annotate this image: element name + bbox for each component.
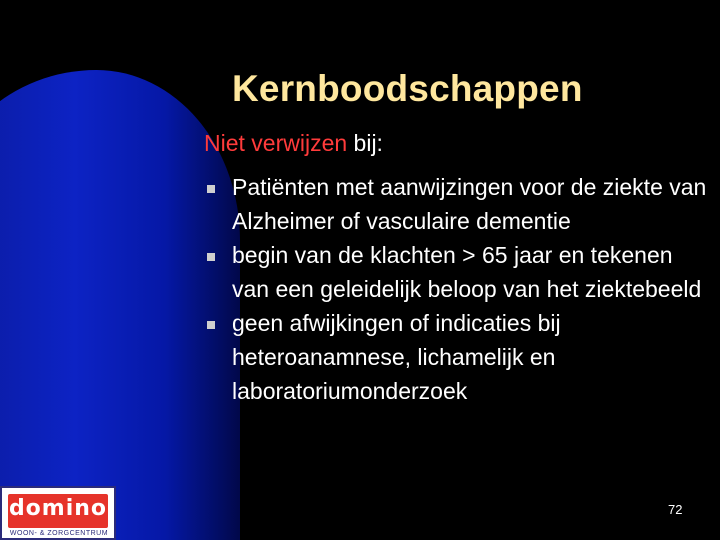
bullet-item: [204, 170, 714, 238]
intro-accent-text: Niet verwijzen: [204, 130, 348, 156]
bullet-list: [204, 170, 714, 408]
bullet-square-icon: [207, 185, 215, 193]
slide-title: Kernboodschappen: [232, 68, 583, 109]
intro-line: [204, 130, 383, 157]
bullet-square-icon: [207, 253, 215, 261]
bullet-square-icon: [207, 321, 215, 329]
bullet-item: [204, 306, 714, 408]
bullet-item: [204, 238, 714, 306]
intro-rest-text: bij:: [347, 130, 383, 156]
logo-red-box: [8, 494, 108, 528]
bullet-text: begin van de klachten > 65 jaar en tekenen van een geleidelijk beloop van het ziektebeeld: [232, 242, 702, 302]
domino-logo: [0, 486, 116, 540]
logo-subtitle: WOON- & ZORGCENTRUM: [9, 530, 109, 537]
logo-word: domino: [8, 496, 108, 521]
page-number: 72: [668, 502, 683, 517]
bullet-text: geen afwijkingen of indicaties bij heteroanamnese, lichamelijk en laboratoriumonderzoek: [232, 310, 561, 404]
bullet-text: Patiënten met aanwijzingen voor de ziekte van Alzheimer of vasculaire dementie: [232, 174, 707, 234]
